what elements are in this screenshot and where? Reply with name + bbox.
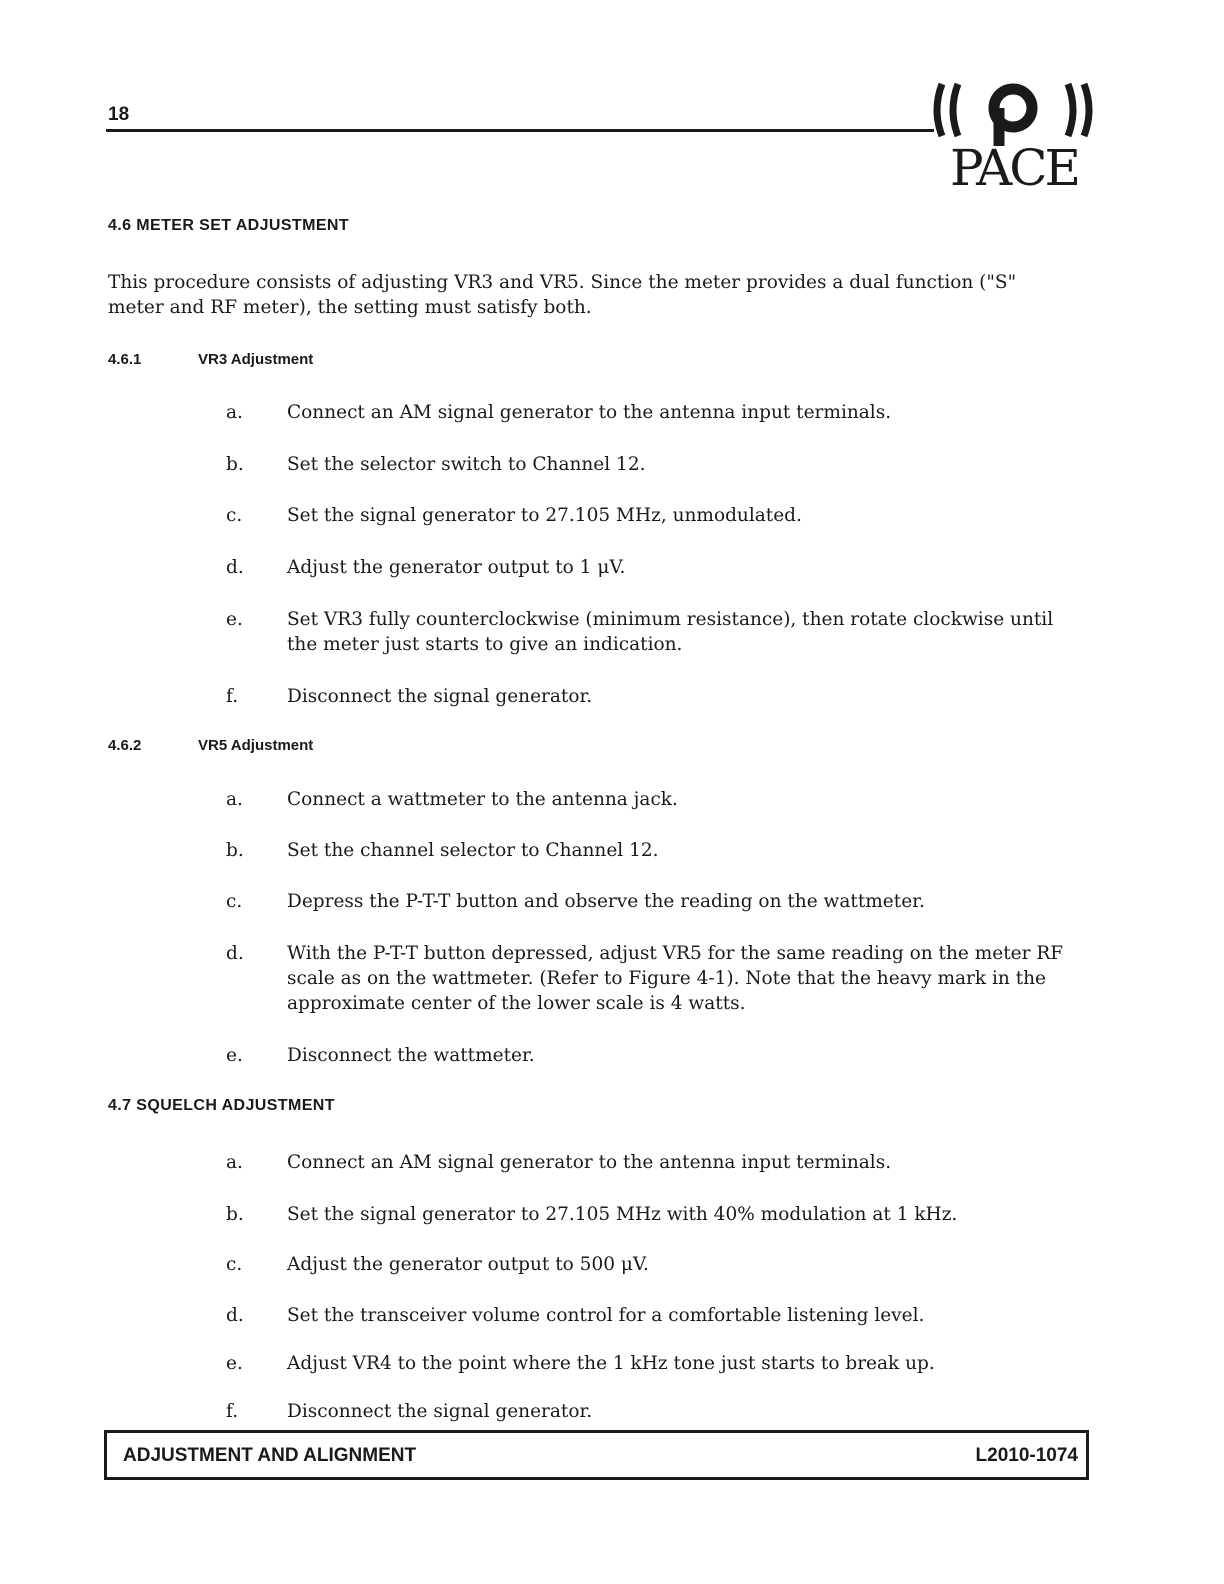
step-letter: c.: [226, 891, 243, 912]
step-letter: f.: [226, 686, 239, 707]
list-item: [226, 452, 1076, 477]
step-text: Depress the P-T-T button and observe the reading on the wattmeter.: [287, 891, 925, 912]
list-item: [226, 1202, 1076, 1227]
step-text: Connect an AM signal generator to the antenna input terminals.: [287, 402, 892, 423]
step-text: With the P-T-T button depressed, adjust VR5 for the same reading on the meter RF scale as on the wattmeter. (Refer to Figure 4-1). Note that the heavy mark in the approximate center of the lower scale is 4 watts.: [287, 943, 1064, 1014]
step-letter: a.: [226, 1152, 243, 1173]
footer-box: [104, 1430, 1089, 1480]
list-item: [226, 838, 1076, 863]
step-letter: f.: [226, 1401, 239, 1422]
list-item: [226, 941, 1076, 1016]
list-item: [226, 555, 1076, 580]
step-letter: b.: [226, 454, 244, 475]
list-item: [226, 1351, 1076, 1376]
step-text: Set the transceiver volume control for a comfortable listening level.: [287, 1305, 925, 1326]
list-item: [226, 400, 1076, 425]
step-text: Set the signal generator to 27.105 MHz with 40% modulation at 1 kHz.: [287, 1204, 958, 1225]
step-letter: e.: [226, 609, 243, 630]
step-letter: c.: [226, 505, 243, 526]
step-letter: a.: [226, 789, 243, 810]
section-4-6-intro: This procedure consists of adjusting VR3 and VR5. Since the meter provides a dual function ("S" meter and RF meter), the setting must satisfy both.: [108, 272, 1017, 318]
step-letter: d.: [226, 1305, 244, 1326]
subsection-4-6-2-number: 4.6.2: [108, 737, 142, 754]
step-letter: b.: [226, 840, 244, 861]
list-item: [226, 1303, 1076, 1328]
step-text: Adjust the generator output to 1 μV.: [287, 557, 626, 578]
step-text: Set the selector switch to Channel 12.: [287, 454, 646, 475]
pace-logo-icon: [930, 74, 1096, 146]
step-text: Disconnect the signal generator.: [287, 1401, 593, 1422]
step-letter: e.: [226, 1045, 243, 1066]
step-text: Set VR3 fully counterclockwise (minimum resistance), then rotate clockwise until the meter just starts to give an indication.: [287, 609, 1054, 655]
list-item: [226, 787, 1076, 812]
section-4-7-heading: 4.7 SQUELCH ADJUSTMENT: [108, 1097, 335, 1114]
list-item: [226, 889, 1076, 914]
list-item: [226, 1150, 1076, 1175]
list-item: [226, 1043, 1076, 1068]
footer-doc-number: L2010-1074: [975, 1445, 1078, 1466]
step-text: Adjust VR4 to the point where the 1 kHz tone just starts to break up.: [287, 1353, 935, 1374]
page-number: 18: [108, 104, 130, 125]
step-text: Disconnect the signal generator.: [287, 686, 593, 707]
step-letter: d.: [226, 557, 244, 578]
step-text: Adjust the generator output to 500 μV.: [287, 1254, 649, 1275]
step-letter: e.: [226, 1353, 243, 1374]
subsection-4-6-1-number: 4.6.1: [108, 351, 142, 368]
section-4-6-heading: 4.6 METER SET ADJUSTMENT: [108, 217, 350, 234]
footer-section-name: ADJUSTMENT AND ALIGNMENT: [123, 1445, 417, 1466]
list-item: [226, 503, 1076, 528]
step-letter: c.: [226, 1254, 243, 1275]
list-item: [226, 1399, 1076, 1424]
subsection-4-6-2-title: VR5 Adjustment: [198, 737, 314, 754]
step-text: Connect an AM signal generator to the antenna input terminals.: [287, 1152, 892, 1173]
step-text: Set the signal generator to 27.105 MHz, unmodulated.: [287, 505, 802, 526]
step-letter: a.: [226, 402, 243, 423]
list-item: [226, 1252, 1076, 1277]
list-item: [226, 607, 1076, 657]
step-letter: d.: [226, 943, 244, 964]
list-item: [226, 684, 1076, 709]
step-text: Disconnect the wattmeter.: [287, 1045, 535, 1066]
step-text: Set the channel selector to Channel 12.: [287, 840, 659, 861]
step-text: Connect a wattmeter to the antenna jack.: [287, 789, 678, 810]
subsection-4-6-1-title: VR3 Adjustment: [198, 351, 314, 368]
brand-wordmark: PACE: [950, 139, 1078, 197]
header-rule: [106, 129, 934, 132]
step-letter: b.: [226, 1204, 244, 1225]
